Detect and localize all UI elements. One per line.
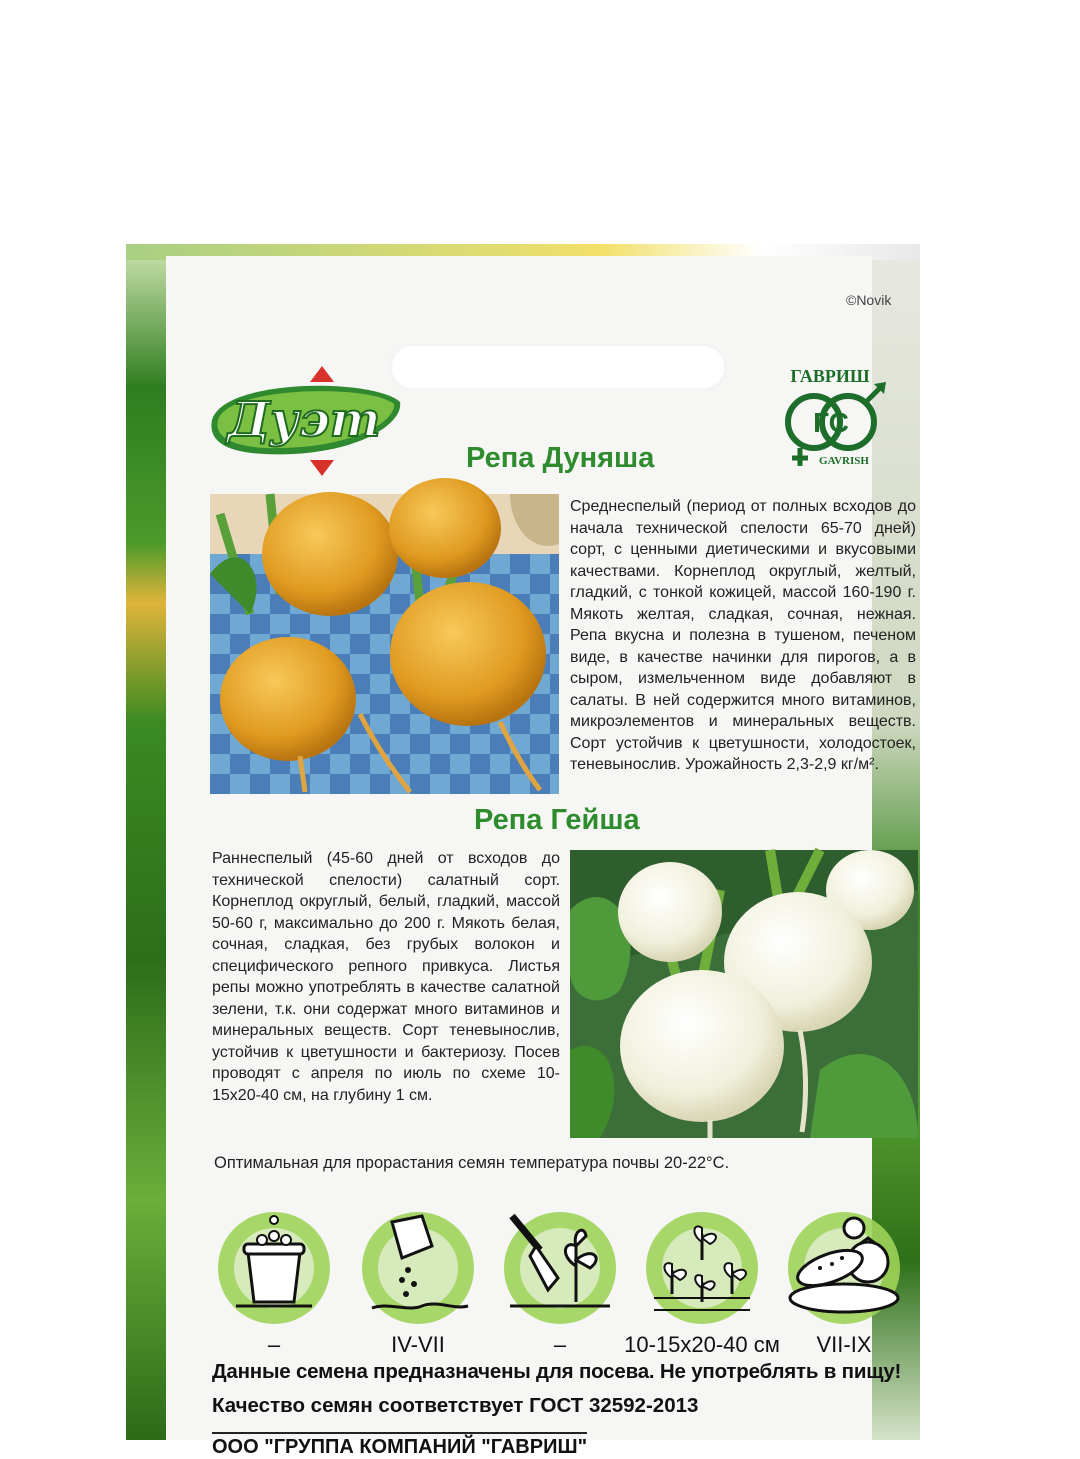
schedule-label-4: 10-15x20-40 см <box>624 1332 780 1357</box>
temperature-note: Оптимальная для прорастания семян температура почвы 20-22°С. <box>214 1154 730 1172</box>
gavrish-logo-mark: ГС <box>813 407 849 438</box>
variety-1-description: Среднеспелый (период от полных всходов до начала технической спелости 65-70 дней) сорт, с ценными диетическими и вкусовыми качествами. Корнеплод округлый, желтый, гладкий, с тонкой кожицей, массой 160-190 г. Мякоть желтая, сладкая, сочная, нежная. Репа вкусна и полезна в тушеном, печеном виде, в качестве начинки для пирогов, а в сыром, измельченном виде добавляют в салаты. В ней содержится много витаминов, микроэлементов и минеральных веществ. Сорт устойчив к цветушности, холодостоек, теневынослив. Урожайность 2,3-2,9 кг/м². <box>570 498 916 773</box>
schedule-label-2: IV-VII <box>391 1332 445 1357</box>
duet-logo <box>204 362 404 480</box>
packet-back-panel <box>166 256 916 1458</box>
schedule-label-3: – <box>553 1332 567 1357</box>
warning-text: Данные семена предназначены для посева. Не употреблять в пищу! <box>212 1360 902 1383</box>
harvest-vegetables-icon <box>784 1206 904 1326</box>
growing-schedule <box>214 1206 914 1366</box>
gost-text: Качество семян соответствует ГОСТ 32592-2013 <box>212 1394 699 1417</box>
yellow-turnip-photo <box>210 494 559 794</box>
gavrish-logo-top: ГАВРИШ <box>790 366 870 386</box>
variety-2-description: Раннеспелый (45-60 дней от всходов до технической спелости) салатный сорт. Корнеплод округлый, белый, гладкий, массой 50-60 г, максимально до 200 г. Мякоть белая, сочная, сладкая, без грубых волокон и специфического репного привкуса. Листья репы можно употреблять в качестве салатной зелени, т.к. они содержат много витаминов и минеральных веществ. Сорт теневынослив, устойчив к цветушности и бактериозу. Посев проводят с апреля по июль по схеме 10-15x20-40 см, на глубину 1 см. <box>212 850 560 1104</box>
packet-front-edge-left <box>126 244 168 1440</box>
gavrish-logo <box>778 364 890 474</box>
copyright-text: ©Novik <box>846 292 892 308</box>
schedule-label-1: – <box>267 1332 281 1357</box>
white-turnip-photo <box>570 850 918 1138</box>
schedule-label-5: VII-IX <box>816 1332 872 1357</box>
variety-2-title: Репа Гейша <box>474 804 640 836</box>
hang-hole <box>390 344 726 390</box>
seed-sowing-icon <box>358 1206 478 1326</box>
company-name: ООО "ГРУППА КОМПАНИЙ "ГАВРИШ" <box>212 1432 587 1458</box>
gavrish-logo-bottom: GAVRISH <box>819 455 869 467</box>
seedling-pot-icon <box>214 1206 334 1326</box>
duet-logo-text: Дуэт <box>227 392 381 448</box>
variety-1-title: Репа Дуняша <box>466 442 655 474</box>
plant-spacing-icon <box>642 1206 762 1326</box>
transplant-trowel-icon <box>500 1206 620 1326</box>
seed-packet <box>126 244 920 1458</box>
